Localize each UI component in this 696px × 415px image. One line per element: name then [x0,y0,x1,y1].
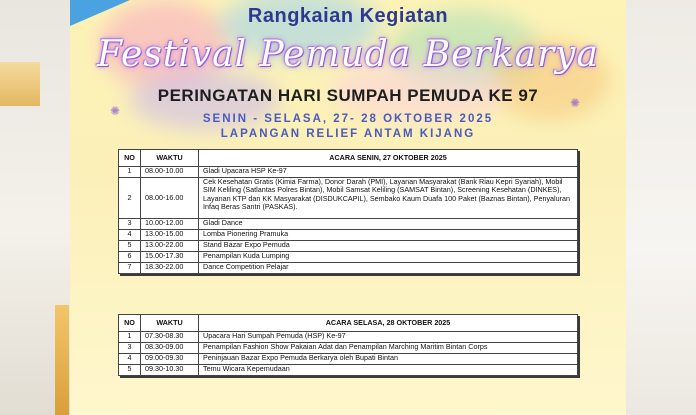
table-row [119,365,578,376]
row-time: 08.00-10.00 [141,167,199,178]
row-no: 5 [119,365,141,376]
row-activity: Lomba Pionering Pramuka [199,230,578,241]
column-header-waktu: WAKTU [141,150,199,167]
table-row [119,230,578,241]
event-dates: SENIN - SELASA, 27- 28 OKTOBER 2025 [202,113,494,125]
row-no: 5 [119,241,141,252]
row-activity: Dance Competition Pelajar [199,263,578,274]
column-header-acara: ACARA SELASA, 28 OKTOBER 2025 [199,315,578,332]
table-row [119,219,578,230]
row-time: 15.00-17.30 [141,252,199,263]
row-activity: Stand Bazar Expo Pemuda [199,241,578,252]
event-poster [70,0,626,415]
row-no: 1 [119,167,141,178]
row-activity: Gladi Dance [199,219,578,230]
row-activity: Penampilan Fashion Show Pakaian Adat dan Penampilan Marching Maritim Bintan Corps [199,343,578,354]
row-no: 1 [119,332,141,343]
row-time: 08.30-09.00 [141,343,199,354]
column-header-no: NO [119,315,141,332]
row-time: 18.30-22.00 [141,263,199,274]
row-no: 4 [119,354,141,365]
row-time: 09.00-09.30 [141,354,199,365]
table-row [119,343,578,354]
column-header-waktu: WAKTU [141,315,199,332]
row-time: 09.30-10.30 [141,365,199,376]
row-time: 10.00-12.00 [141,219,199,230]
decorative-gold-block [0,62,40,106]
table-row [119,178,578,219]
table-row [119,252,578,263]
row-activity: Peninjauan Bazar Expo Pemuda Berkarya oleh Bupati Bintan [199,354,578,365]
row-no: 2 [119,178,141,219]
table-header-row [119,315,578,332]
row-time: 07.30-08.30 [141,332,199,343]
row-no: 6 [119,252,141,263]
row-activity: Temu Wicara Kepemudaan [199,365,578,376]
column-header-no: NO [119,150,141,167]
table-header-row [119,150,578,167]
subtitle: Rangkaian Kegiatan [247,5,449,27]
occasion-title: PERINGATAN HARI SUMPAH PEMUDA KE 97 [157,86,539,105]
event-location: LAPANGAN RELIEF ANTAM KIJANG [220,128,476,140]
table-row [119,354,578,365]
row-no: 7 [119,263,141,274]
row-time: 13.00-15.00 [141,230,199,241]
row-time: 13.00-22.00 [141,241,199,252]
row-activity: Penampilan Kuda Lumping [199,252,578,263]
firework-icon: ✺ [570,96,581,110]
table-row [119,263,578,274]
row-time: 08.00-16.00 [141,178,199,219]
table-row [119,241,578,252]
table-row [119,332,578,343]
row-activity: Upacara Hari Sumpah Pemuda (HSP) Ke-97 [199,332,578,343]
schedule-table-tuesday [118,314,578,376]
schedule-table-monday [118,149,578,274]
festival-title: Festival Pemuda Berkarya [97,34,599,75]
table-row [119,167,578,178]
row-no: 3 [119,219,141,230]
row-activity: Gladi Upacara HSP Ke-97 [199,167,578,178]
row-activity: Cek Kesehatan Gratis (Kimia Farma), Donor Darah (PMI), Layanan Masyarakat (Bank Riau Kepri Syariah), Mobil SIM Keliling (Satlantas Polres Bintan), Mobil Samsat Keliling (SAMSAT Bintan), Screening Kesehatan (DINKES), Layanan KTP dan KK Masyarakat (DISDUKCAPIL), Sembako Kaum Duafa 100 Paket (Baznas Bintan), Penyaluran Infaq Beras Santri (PASKAS). [199,178,578,219]
decorative-gold-stripe [55,305,69,415]
firework-icon: ✺ [110,104,121,118]
row-no: 4 [119,230,141,241]
column-header-acara: ACARA SENIN, 27 OKTOBER 2025 [199,150,578,167]
row-no: 3 [119,343,141,354]
